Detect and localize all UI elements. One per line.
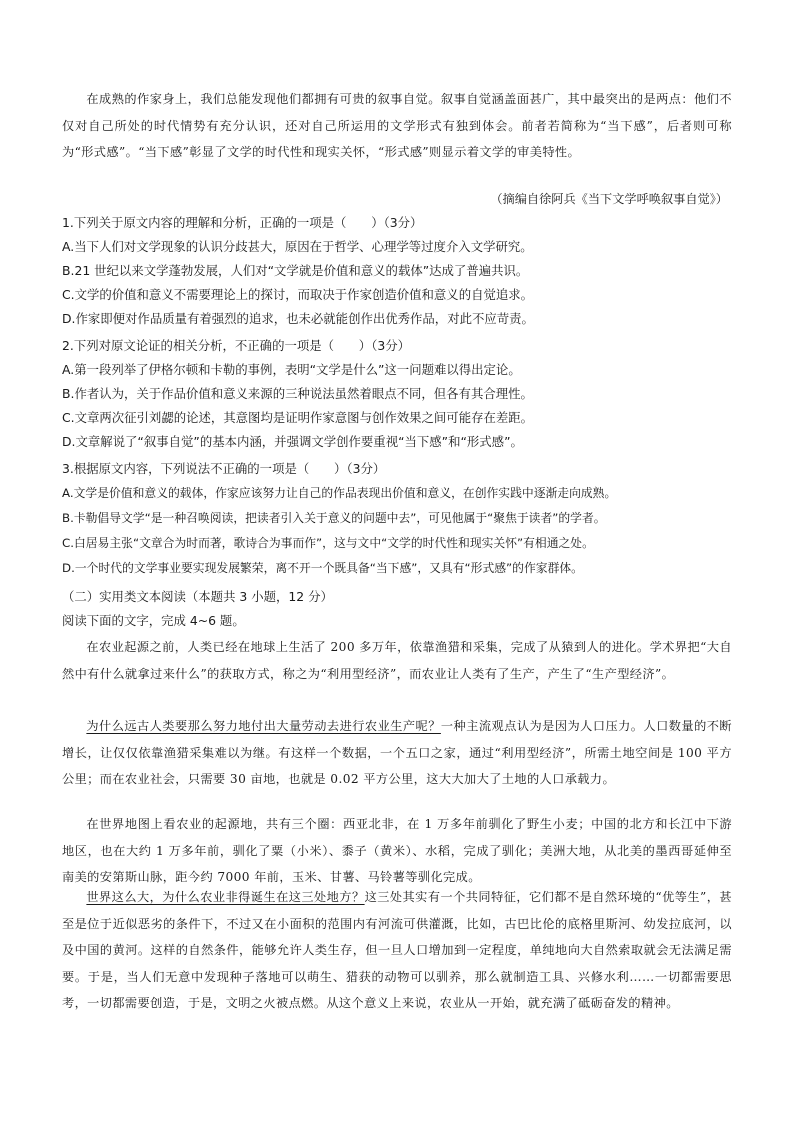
question-1-option-d: D.作家即便对作品质量有着强烈的追求，也未必就能创作出优秀作品，对此不应苛责。 (62, 311, 534, 326)
section-heading: （二）实用类文本阅读（本题共 3 小题，12 分） (62, 589, 333, 604)
passage2-paragraph-4 (62, 884, 732, 1017)
passage2-paragraph-2-text: 一种主流观点认为是因为人口压力。人口数量的不断增长，让仅仅依靠渔猎采集难以为继。有这样一个数据，一个五口之家，通过“利用型经济”，所需土地空间是 100 平方公里；而在农业社会，只需要 30 亩地，也就是 0.02 平方公里，这大大加大了土地的人口承载力。 (62, 719, 733, 786)
section-instruction: 阅读下面的文字，完成 4~6 题。 (62, 613, 245, 628)
passage1-source: （摘编自徐阿兵《当下文学呼唤叙事自觉》） (490, 192, 728, 206)
question-3-option-a: A.文学是价值和意义的载体，作家应该努力让自己的作品表现出价值和意义，在创作实践中逐渐走向成熟。 (62, 486, 617, 500)
question-2-option-a: A.第一段列举了伊格尔顿和卡勒的事例，表明“文学是什么”这一问题难以得出定论。 (62, 362, 521, 377)
question-1-stem: 1.下列关于原文内容的理解和分析，正确的一项是（ ）（3分） (62, 215, 423, 230)
question-3-option-c: C.白居易主张“文章合为时而著，歌诗合为事而作”，这与文中“文学的时代性和现实关怀”有相通之处。 (62, 536, 594, 550)
question-2-option-c: C.文章两次征引刘勰的论述，其意图均是证明作家意图与创作效果之间可能存在差距。 (62, 410, 534, 425)
question-1-option-a: A.当下人们对文学现象的认识分歧甚大，原因在于哲学、心理学等过度介入文学研究。 (62, 239, 533, 254)
question-2-option-b: B.作者认为，关于作品价值和意义来源的三种说法虽然着眼点不同，但各有其合理性。 (62, 386, 533, 401)
passage2-paragraph-4-text: 这三处其实有一个共同特征，它们都不是自然环境的“优等生”，甚至是位于近似恶劣的条件下，不过又在小面积的范围内有河流可供灌溉，比如，古巴比伦的底格里斯河、幼发拉底河，以及中国的黄河。这样的自然条件，能够允许人类生存，但一旦人口增加到一定程度，单纯地向大自然索取就会无法满足需要。于是，当人们无意中发现种子落地可以萌生、猎获的动物可以驯养，那么就制造工具、兴修水利……一切都需要思考，一切都需要创造，于是，文明之火被点燃。从这个意义上来说，农业从一开始，就充满了砥砺奋发的精神。 (62, 890, 732, 1010)
question-1-option-c: C.文学的价值和意义不需要理论上的探讨，而取决于作家创造价值和意义的自觉追求。 (62, 287, 534, 302)
question-3-option-b: B.卡勒倡导文学“是一种召唤阅读，把读者引入关于意义的问题中去”，可见他属于“聚焦于读者”的学者。 (62, 511, 606, 525)
passage1-paragraph: 在成熟的作家身上，我们总能发现他们都拥有可贵的叙事自觉。叙事自觉涵盖面甚广，其中最突出的是两点：他们不仅对自己所处的时代情势有充分认识，还对自己所运用的文学形式有独到体会。前者若简称为“当下感”，后者则可称为“形式感”。“当下感”彰显了文学的时代性和现实关怀，“形式感”则显示着文学的审美特性。 (62, 92, 732, 159)
passage2-underlined-question-2: 世界这么大，为什么农业非得诞生在这三处地方？ (86, 890, 365, 904)
question-1-option-b: B.21 世纪以来文学蓬勃发展，人们对“文学就是价值和意义的载体”达成了普遍共识。 (62, 263, 529, 278)
passage2-paragraph-2 (62, 713, 732, 793)
passage2-paragraph-1: 在农业起源之前，人类已经在地球上生活了 200 多万年，依靠渔猎和采集，完成了从猿到人的进化。学术界把“大自然中有什么就拿过来什么”的获取方式，称之为“利用型经济”，而农业让人类有了生产，产生了“生产型经济”。 (62, 640, 732, 681)
question-3-option-d: D.一个时代的文学事业要实现发展繁荣，离不开一个既具备“当下感”，又具有“形式感”的作家群体。 (62, 561, 583, 575)
question-2-stem: 2.下列对原文论证的相关分析，不正确的一项是（ ）（3分） (62, 338, 411, 353)
passage2-paragraph-3: 在世界地图上看农业的起源地，共有三个圈：西亚北非，在 1 万多年前驯化了野生小麦；中国的北方和长江中下游地区，也在大约 1 万多年前，驯化了粟（小米）、黍子（黄米）、水稻，完成了驯化；美洲大地，从北美的墨西哥延伸至南美的安第斯山脉，距今约 7000 年前，玉米、甘薯、马铃薯等驯化完成。 (62, 817, 732, 884)
question-2-option-d: D.文章解说了“叙事自觉”的基本内涵，并强调文学创作要重视“当下感”和“形式感”。 (62, 434, 523, 449)
question-3-stem: 3.根据原文内容，下列说法不正确的一项是（ ）（3分） (62, 461, 386, 476)
passage2-underlined-question: 为什么远古人类要那么努力地付出大量劳动去进行农业生产呢？ (86, 719, 441, 733)
